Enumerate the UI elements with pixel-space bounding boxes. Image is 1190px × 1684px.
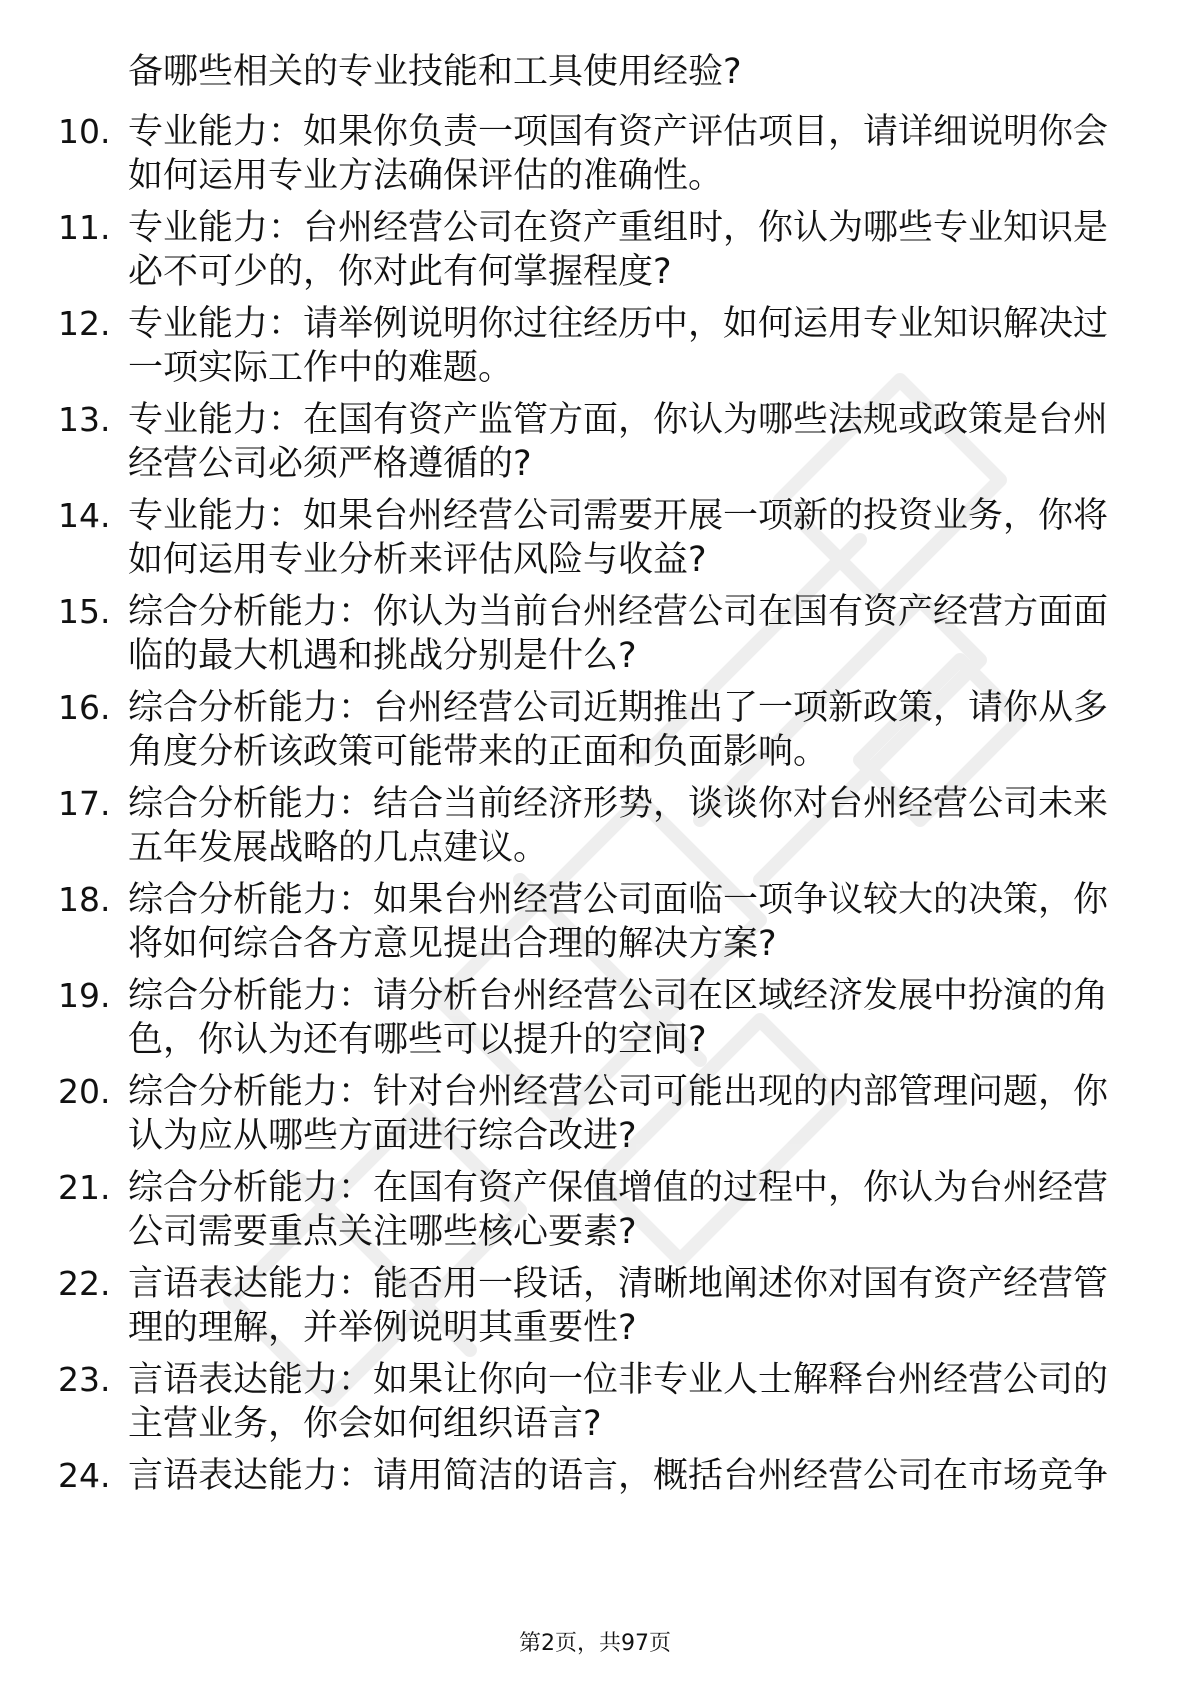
item-number: 10. xyxy=(58,112,111,151)
list-item xyxy=(0,110,1190,206)
item-line: 综合分析能力：在国有资产保值增值的过程中，你认为台州经营 xyxy=(128,1168,1109,1208)
item-text xyxy=(128,974,1118,1062)
item-line: 综合分析能力：如果台州经营公司面临一项争议较大的决策，你 xyxy=(128,880,1109,920)
continuation-line: 备哪些相关的专业技能和工具使用经验? xyxy=(128,52,742,92)
item-line: 必不可少的，你对此有何掌握程度? xyxy=(128,252,672,292)
item-line: 言语表达能力：请用简洁的语言，概括台州经营公司在市场竞争 xyxy=(128,1456,1109,1496)
item-line: 如何运用专业方法确保评估的准确性。 xyxy=(128,156,724,196)
item-number: 18. xyxy=(58,880,111,919)
item-line: 临的最大机遇和挑战分别是什么? xyxy=(128,636,637,676)
item-number: 22. xyxy=(58,1264,111,1303)
item-number: 23. xyxy=(58,1360,111,1399)
item-line: 主营业务，你会如何组织语言? xyxy=(128,1404,602,1444)
item-line: 色，你认为还有哪些可以提升的空间? xyxy=(128,1020,707,1060)
item-line: 如何运用专业分析来评估风险与收益? xyxy=(128,540,707,580)
item-line: 理的理解，并举例说明其重要性? xyxy=(128,1308,637,1348)
list-item xyxy=(0,302,1190,398)
item-text xyxy=(128,1454,1118,1498)
item-number: 16. xyxy=(58,688,111,727)
item-line: 综合分析能力：针对台州经营公司可能出现的内部管理问题，你 xyxy=(128,1072,1109,1112)
item-line: 五年发展战略的几点建议。 xyxy=(128,828,549,868)
item-text xyxy=(128,878,1118,966)
item-text xyxy=(128,686,1118,774)
item-line: 一项实际工作中的难题。 xyxy=(128,348,514,388)
item-number: 24. xyxy=(58,1456,111,1495)
item-text xyxy=(128,1070,1118,1158)
item-line: 专业能力：如果台州经营公司需要开展一项新的投资业务，你将 xyxy=(128,496,1109,536)
list-item xyxy=(0,398,1190,494)
item-text xyxy=(128,782,1118,870)
item-text xyxy=(128,398,1118,486)
item-line: 言语表达能力：如果让你向一位非专业人士解释台州经营公司的 xyxy=(128,1360,1109,1400)
item-text xyxy=(128,110,1118,198)
item-text xyxy=(128,206,1118,294)
item-line: 专业能力：台州经营公司在资产重组时，你认为哪些专业知识是 xyxy=(128,208,1109,248)
item-line: 专业能力：如果你负责一项国有资产评估项目，请详细说明你会 xyxy=(128,112,1109,152)
list-item xyxy=(0,1262,1190,1358)
item-text xyxy=(128,494,1118,582)
item-text xyxy=(128,302,1118,390)
list-item xyxy=(0,782,1190,878)
list-item xyxy=(0,494,1190,590)
item-line: 言语表达能力：能否用一段话，清晰地阐述你对国有资产经营管 xyxy=(128,1264,1109,1304)
item-line: 专业能力：在国有资产监管方面，你认为哪些法规或政策是台州 xyxy=(128,400,1109,440)
page-footer: 第2页，共97页 xyxy=(519,1631,671,1656)
item-number: 14. xyxy=(58,496,111,535)
item-number: 11. xyxy=(58,208,111,247)
item-line: 综合分析能力：台州经营公司近期推出了一项新政策，请你从多 xyxy=(128,688,1109,728)
list-item xyxy=(0,1454,1190,1550)
list-item xyxy=(0,1070,1190,1166)
list-item xyxy=(0,590,1190,686)
item-number: 17. xyxy=(58,784,111,823)
item-text xyxy=(128,590,1118,678)
item-line: 认为应从哪些方面进行综合改进? xyxy=(128,1116,637,1156)
item-line: 综合分析能力：你认为当前台州经营公司在国有资产经营方面面 xyxy=(128,592,1109,632)
item-line: 公司需要重点关注哪些核心要素? xyxy=(128,1212,637,1252)
item-number: 15. xyxy=(58,592,111,631)
item-line: 将如何综合各方意见提出合理的解决方案? xyxy=(128,924,777,964)
item-line: 角度分析该政策可能带来的正面和负面影响。 xyxy=(128,732,829,772)
list-item xyxy=(0,1166,1190,1262)
item-line: 综合分析能力：请分析台州经营公司在区域经济发展中扮演的角 xyxy=(128,976,1109,1016)
list-item xyxy=(0,878,1190,974)
item-line: 经营公司必须严格遵循的? xyxy=(128,444,532,484)
item-text xyxy=(128,1166,1118,1254)
list-item xyxy=(0,206,1190,302)
item-number: 12. xyxy=(58,304,111,343)
item-number: 19. xyxy=(58,976,111,1015)
item-line: 综合分析能力：结合当前经济形势，谈谈你对台州经营公司未来 xyxy=(128,784,1109,824)
list-item xyxy=(0,974,1190,1070)
item-text xyxy=(128,1262,1118,1350)
item-text xyxy=(128,1358,1118,1446)
item-number: 13. xyxy=(58,400,111,439)
item-number: 20. xyxy=(58,1072,111,1111)
item-line: 专业能力：请举例说明你过往经历中，如何运用专业知识解决过 xyxy=(128,304,1109,344)
list-item xyxy=(0,1358,1190,1454)
list-item xyxy=(0,686,1190,782)
item-number: 21. xyxy=(58,1168,111,1207)
